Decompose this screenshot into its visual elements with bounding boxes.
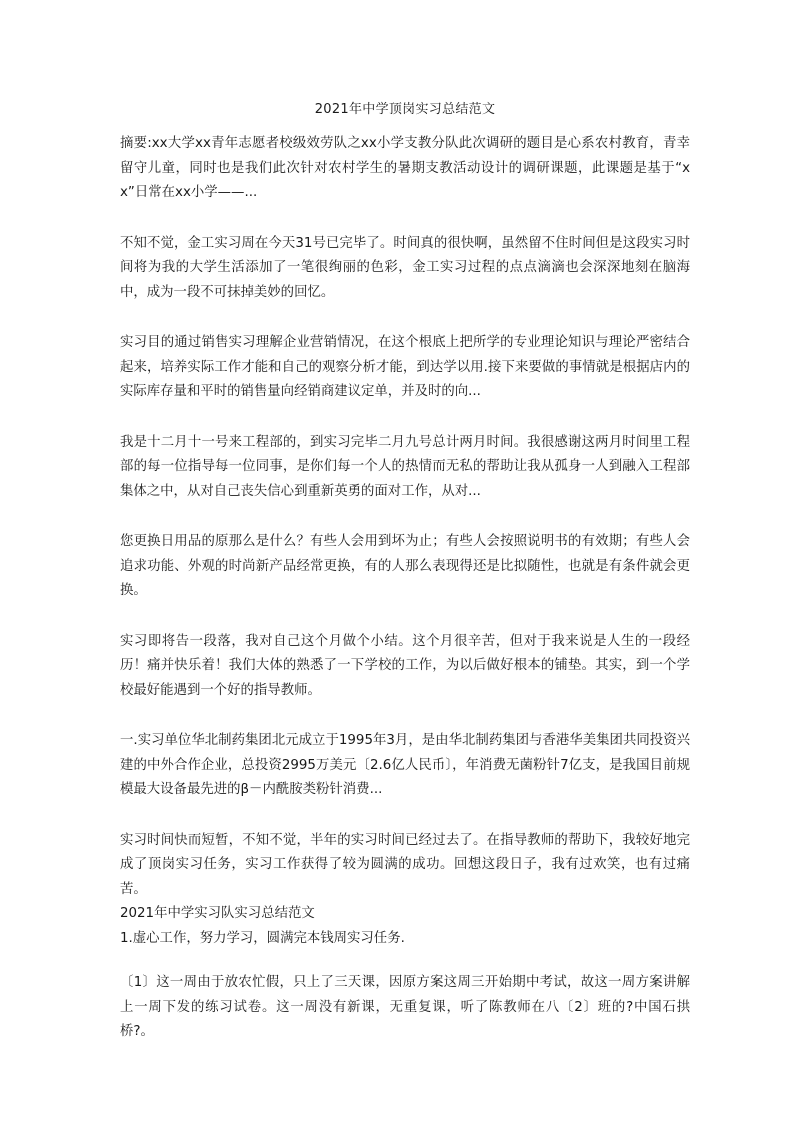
paragraph-half-year: 实习时间快而短暂，不知不觉，半年的实习时间已经过去了。在指导教师的帮助下，我较好地完成了顶岗实习任务，实习工作获得了较为圆满的成功。回想这段日子，我有过欢笑，也有过痛苦。 bbox=[120, 832, 690, 897]
document-title: 2021年中学顶岗实习总结范文 bbox=[314, 102, 496, 117]
section-subheading: 2021年中学实习队实习总结范文 bbox=[120, 906, 315, 921]
paragraph-sales-internship: 实习目的通过销售实习理解企业营销情况，在这个根底上把所学的专业理论知识与理论严密结合起来，培养实际工作才能和自己的观察分析才能，到达学以用.接下来要做的事情就是根据店内的实际库存量和平时的销售量向经销商建议定单，并及时的向... bbox=[120, 335, 690, 399]
paragraph-abstract: 摘要:xx大学xx青年志愿者校级效劳队之xx小学支教分队此次调研的题目是心系农村教育，青幸留守儿童，同时也是我们此次针对农村学生的暑期支教活动设计的调研课题，此课题是基于“xx”日常在xx小学——... bbox=[120, 136, 690, 200]
paragraph-pharma-company: 一.实习单位华北制药集团北元成立于1995年3月，是由华北制药集团与香港华美集团共同投资兴建的中外合作企业，总投资2995万美元〔2.6亿人民币〕，年消费无菌粉针7亿支，是我国目前规模最大设备最先进的β－内酰胺类粉针消费... bbox=[120, 733, 690, 797]
paragraph-monthly-summary: 实习即将告一段落，我对自己这个月做个小结。这个月很辛苦，但对于我来说是人生的一段经历！痛并快乐着！我们大体的熟悉了一下学校的工作，为以后做好根本的铺垫。其实，到一个学校最好能遇到一个好的指导教师。 bbox=[120, 633, 690, 698]
paragraph-daily-goods: 您更换日用品的原那么是什么？有些人会用到坏为止；有些人会按照说明书的有效期；有些人会追求功能、外观的时尚新产品经常更换，有的人那么表现得还是比拟随性，也就是有条件就会更换。 bbox=[120, 534, 690, 598]
document-page bbox=[120, 100, 690, 1071]
list-item: 1.虚心工作，努力学习，圆满完本钱周实习任务. bbox=[120, 930, 405, 946]
paragraph-metalwork-internship: 不知不觉，金工实习周在今天31号已完毕了。时间真的很快啊，虽然留不住时间但是这段实习时间将为我的大学生活添加了一笔很绚丽的色彩，金工实习过程的点点滴滴也会深深地刻在脑海中，成为一段不可抹掉美妙的回忆。 bbox=[120, 235, 690, 300]
paragraph-engineering-dept: 我是十二月十一号来工程部的，到实习完毕二月九号总计两月时间。我很感谢这两月时间里工程部的每一位指导每一位同事，是你们每一个人的热情而无私的帮助让我从孤身一人到融入工程部集体之中，从对自己丧失信心到重新英勇的面对工作，从对... bbox=[120, 434, 690, 499]
paragraph-final: 〔1〕这一周由于放农忙假，只上了三天课，因原方案这周三开始期中考试，故这一周方案讲解上一周下发的练习试卷。这一周没有新课，无重复课，听了陈教师在八〔2〕班的?中国石拱桥?。 bbox=[120, 975, 690, 1039]
